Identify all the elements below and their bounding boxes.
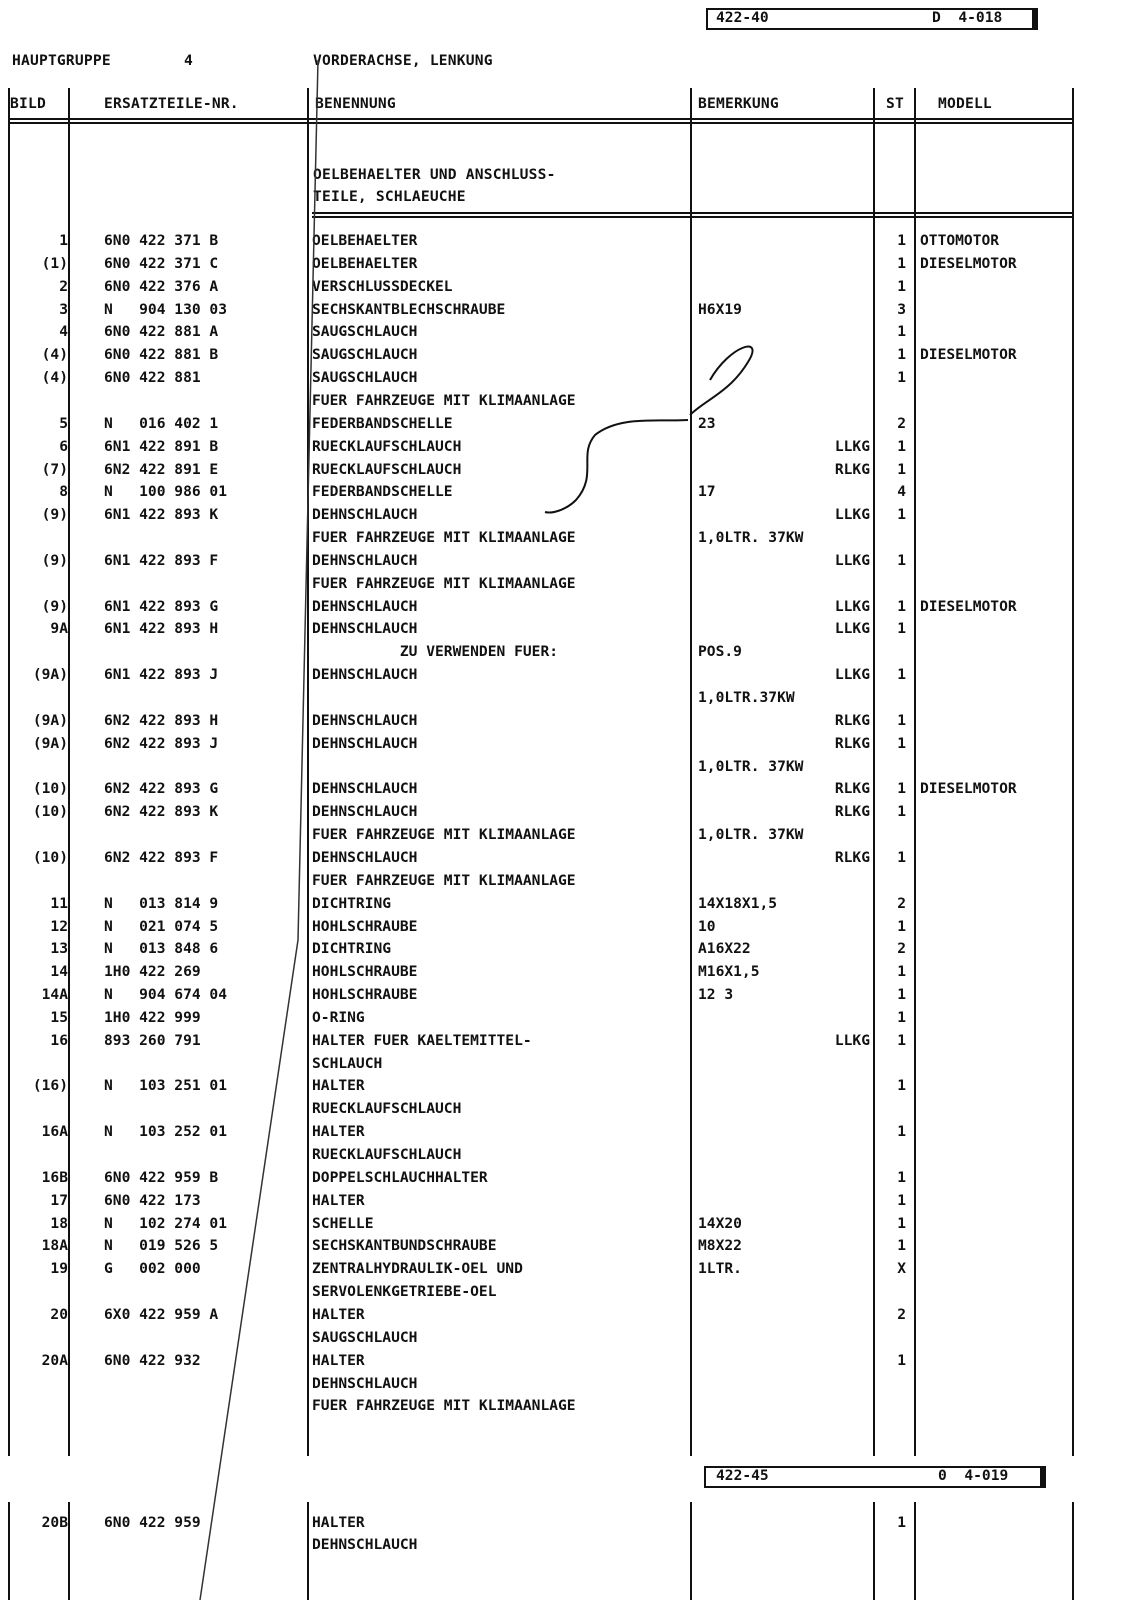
row-lage: LLKG <box>834 597 870 615</box>
row-benennung: SAUGSCHLAUCH <box>312 323 418 341</box>
row-bild: 18 <box>50 1214 68 1232</box>
row-part-number: 6N2 422 893 J <box>104 734 219 752</box>
row-lage: LLKG <box>834 551 870 569</box>
section-title-line1: OELBEHAELTER UND ANSCHLUSS- <box>313 166 556 183</box>
row-part-number: 6N0 422 959 B <box>104 1168 219 1186</box>
row-quantity: 1 <box>897 597 906 615</box>
row-part-number: 6N1 422 893 F <box>104 551 219 569</box>
row-bild: 20 <box>50 1305 68 1323</box>
row-bild: 8 <box>59 483 68 501</box>
row-benennung: SECHSKANTBLECHSCHRAUBE <box>312 300 506 318</box>
row-benennung: DEHNSCHLAUCH <box>312 506 418 524</box>
row-benennung: RUECKLAUFSCHLAUCH <box>312 1146 462 1163</box>
row-bemerkung: 17 <box>698 483 716 501</box>
row-bild: 13 <box>50 940 68 958</box>
row-bemerkung: 12 3 <box>698 986 734 1004</box>
row-bemerkung: 1,0LTR. 37KW <box>698 757 804 775</box>
row-quantity: 3 <box>897 300 906 318</box>
row-quantity: 1 <box>897 780 906 798</box>
row-benennung: DEHNSCHLAUCH <box>312 597 418 615</box>
row-benennung: ZU VERWENDEN FUER: <box>312 643 559 661</box>
row-benennung: DICHTRING <box>312 894 392 912</box>
row-part-number: N 102 274 01 <box>104 1214 228 1232</box>
row-benennung: SAUGSCHLAUCH <box>312 346 418 364</box>
row-lage: LLKG <box>834 620 870 638</box>
row-part-number: 6N1 422 893 G <box>104 597 219 615</box>
row-quantity: 2 <box>897 940 906 958</box>
row-part-number: N 103 251 01 <box>104 1077 228 1095</box>
row-modell: OTTOMOTOR <box>920 232 1000 249</box>
row-lage: RLKG <box>834 711 870 729</box>
row-bild: 9A <box>50 620 68 638</box>
col-header-bild: BILD <box>10 95 46 112</box>
row-bild: (9) <box>41 597 68 615</box>
row-part-number: N 904 130 03 <box>104 300 228 318</box>
row-benennung: FUER FAHRZEUGE MIT KLIMAANLAGE <box>312 391 576 409</box>
row-modell: DIESELMOTOR <box>920 254 1017 272</box>
row-bild: (4) <box>41 346 68 364</box>
row-bild: (16) <box>32 1077 68 1095</box>
col-header-nr: ERSATZTEILE-NR. <box>104 95 239 112</box>
row-benennung: DEHNSCHLAUCH <box>312 780 418 798</box>
row-part-number: 6N2 422 893 K <box>104 803 219 821</box>
row-benennung: HOHLSCHRAUBE <box>312 986 418 1004</box>
row-lage: RLKG <box>834 780 870 798</box>
row-benennung: HOHLSCHRAUBE <box>312 963 418 981</box>
row-part-number: G 002 000 <box>104 1260 201 1278</box>
row-bemerkung: A16X22 <box>698 940 751 958</box>
row-benennung: SCHELLE <box>312 1214 374 1232</box>
row-quantity: 1 <box>897 803 906 821</box>
row-benennung: FEDERBANDSCHELLE <box>312 414 453 432</box>
row-benennung: DEHNSCHLAUCH <box>312 551 418 569</box>
row-bemerkung: 14X20 <box>698 1214 742 1232</box>
row-benennung: RUECKLAUFSCHLAUCH <box>312 437 462 455</box>
row-benennung: HALTER <box>312 1514 365 1531</box>
row-modell: DIESELMOTOR <box>920 597 1017 615</box>
row-bild: 16 <box>50 1031 68 1049</box>
page-number-top: D 4-018 <box>932 9 1003 26</box>
page-ref-code-top: 422-40 <box>716 9 769 26</box>
row-quantity: 1 <box>897 437 906 455</box>
row-quantity: 1 <box>897 346 906 364</box>
row-benennung: O-RING <box>312 1008 365 1026</box>
row-part-number: 893 260 791 <box>104 1031 201 1049</box>
row-bild: 19 <box>50 1260 68 1278</box>
row-bild: 20B <box>41 1514 68 1531</box>
row-benennung: DEHNSCHLAUCH <box>312 848 418 866</box>
row-part-number: N 016 402 1 <box>104 414 219 432</box>
row-bemerkung: 1,0LTR.37KW <box>698 689 795 706</box>
row-lage: LLKG <box>834 506 870 524</box>
row-benennung: OELBEHAELTER <box>312 254 418 272</box>
row-part-number: 6N1 422 891 B <box>104 437 219 455</box>
row-quantity: 1 <box>897 1168 906 1186</box>
row-bemerkung: 23 <box>698 414 716 432</box>
row-part-number: 6N1 422 893 J <box>104 666 219 684</box>
row-bild: 12 <box>50 917 68 935</box>
row-part-number: N 103 252 01 <box>104 1123 228 1141</box>
row-quantity: 1 <box>897 711 906 729</box>
row-lage: RLKG <box>834 734 870 752</box>
row-bemerkung: 1,0LTR. 37KW <box>698 826 804 844</box>
row-bild: 17 <box>50 1191 68 1209</box>
row-bild: 14 <box>50 963 68 981</box>
row-quantity: 1 <box>897 1008 906 1026</box>
row-benennung: HALTER <box>312 1191 365 1209</box>
row-bemerkung: POS.9 <box>698 643 742 661</box>
row-bild: 4 <box>59 323 68 341</box>
row-bild: (9A) <box>32 711 68 729</box>
row-bild: 14A <box>41 986 68 1004</box>
row-benennung: DOPPELSCHLAUCHHALTER <box>312 1168 488 1186</box>
row-quantity: 1 <box>897 917 906 935</box>
row-part-number: 6N2 422 893 H <box>104 711 219 729</box>
row-quantity: 1 <box>897 232 906 249</box>
row-bild: (9A) <box>32 734 68 752</box>
row-part-number: 6N0 422 932 <box>104 1351 201 1369</box>
row-quantity: 1 <box>897 620 906 638</box>
row-lage: LLKG <box>834 437 870 455</box>
row-benennung: FUER FAHRZEUGE MIT KLIMAANLAGE <box>312 574 576 592</box>
row-benennung: HALTER FUER KAELTEMITTEL- <box>312 1031 532 1049</box>
row-benennung: HALTER <box>312 1351 365 1369</box>
row-benennung: SECHSKANTBUNDSCHRAUBE <box>312 1237 497 1255</box>
row-part-number: 6N0 422 173 <box>104 1191 201 1209</box>
row-benennung: FUER FAHRZEUGE MIT KLIMAANLAGE <box>312 1397 576 1415</box>
row-bild: 16A <box>41 1123 68 1141</box>
row-modell: DIESELMOTOR <box>920 780 1017 798</box>
row-bild: 11 <box>50 894 68 912</box>
row-benennung: ZENTRALHYDRAULIK-OEL UND <box>312 1260 523 1278</box>
col-header-bemerkung: BEMERKUNG <box>698 95 779 112</box>
row-bild: (10) <box>32 803 68 821</box>
row-lage: LLKG <box>834 666 870 684</box>
row-bild: 5 <box>59 414 68 432</box>
row-benennung: FUER FAHRZEUGE MIT KLIMAANLAGE <box>312 529 576 547</box>
row-lage: LLKG <box>834 1031 870 1049</box>
row-benennung: DICHTRING <box>312 940 392 958</box>
row-bild: (9) <box>41 551 68 569</box>
row-quantity: 1 <box>897 551 906 569</box>
row-benennung: HALTER <box>312 1305 365 1323</box>
col-header-modell: MODELL <box>938 95 992 112</box>
row-quantity: 1 <box>897 1514 906 1531</box>
row-quantity: 1 <box>897 1077 906 1095</box>
row-part-number: N 904 674 04 <box>104 986 228 1004</box>
row-quantity: 1 <box>897 369 906 387</box>
page-ref-code-bottom: 422-45 <box>716 1467 769 1484</box>
row-benennung: FUER FAHRZEUGE MIT KLIMAANLAGE <box>312 871 576 889</box>
row-part-number: 6N0 422 959 <box>104 1514 201 1531</box>
row-quantity: 4 <box>897 483 906 501</box>
hauptgruppe-title: VORDERACHSE, LENKUNG <box>313 52 493 69</box>
row-quantity: X <box>897 1260 906 1278</box>
row-quantity: 1 <box>897 460 906 478</box>
row-quantity: 1 <box>897 1123 906 1141</box>
row-quantity: 1 <box>897 734 906 752</box>
row-bild: 3 <box>59 300 68 318</box>
hauptgruppe-number: 4 <box>184 52 193 69</box>
row-bild: (9) <box>41 506 68 524</box>
row-bild: 1 <box>59 232 68 249</box>
row-bild: 6 <box>59 437 68 455</box>
row-benennung: RUECKLAUFSCHLAUCH <box>312 460 462 478</box>
row-bild: 15 <box>50 1008 68 1026</box>
row-benennung: VERSCHLUSSDECKEL <box>312 277 453 295</box>
row-benennung: DEHNSCHLAUCH <box>312 711 418 729</box>
hauptgruppe-label: HAUPTGRUPPE <box>12 52 111 69</box>
row-bemerkung: 14X18X1,5 <box>698 894 778 912</box>
row-bemerkung: 1,0LTR. 37KW <box>698 529 804 547</box>
row-bild: (7) <box>41 460 68 478</box>
row-benennung: RUECKLAUFSCHLAUCH <box>312 1100 462 1118</box>
row-bemerkung: M16X1,5 <box>698 963 760 981</box>
row-part-number: N 021 074 5 <box>104 917 219 935</box>
row-lage: RLKG <box>834 460 870 478</box>
row-part-number: N 013 848 6 <box>104 940 219 958</box>
row-bemerkung: H6X19 <box>698 300 742 318</box>
row-quantity: 1 <box>897 1237 906 1255</box>
row-bemerkung: 1LTR. <box>698 1260 742 1278</box>
row-part-number: 6X0 422 959 A <box>104 1305 219 1323</box>
row-quantity: 1 <box>897 666 906 684</box>
row-bild: (4) <box>41 369 68 387</box>
row-quantity: 1 <box>897 1351 906 1369</box>
row-benennung: HALTER <box>312 1123 365 1141</box>
row-part-number: 6N1 422 893 H <box>104 620 219 638</box>
row-bild: 16B <box>41 1168 68 1186</box>
row-benennung: DEHNSCHLAUCH <box>312 620 418 638</box>
row-quantity: 1 <box>897 1214 906 1232</box>
row-benennung: DEHNSCHLAUCH <box>312 1536 418 1553</box>
row-quantity: 1 <box>897 506 906 524</box>
row-part-number: 6N0 422 371 B <box>104 232 219 249</box>
row-bemerkung: M8X22 <box>698 1237 742 1255</box>
row-part-number: 6N2 422 891 E <box>104 460 219 478</box>
row-bild: (9A) <box>32 666 68 684</box>
row-modell: DIESELMOTOR <box>920 346 1017 364</box>
row-part-number: 6N0 422 881 A <box>104 323 219 341</box>
row-benennung: DEHNSCHLAUCH <box>312 666 418 684</box>
row-benennung: DEHNSCHLAUCH <box>312 1374 418 1392</box>
row-quantity: 2 <box>897 1305 906 1323</box>
row-part-number: 6N2 422 893 G <box>104 780 219 798</box>
row-bemerkung: 10 <box>698 917 716 935</box>
row-benennung: DEHNSCHLAUCH <box>312 803 418 821</box>
row-part-number: N 100 986 01 <box>104 483 228 501</box>
row-bild: 2 <box>59 277 68 295</box>
row-part-number: 6N1 422 893 K <box>104 506 219 524</box>
row-bild: 18A <box>41 1237 68 1255</box>
row-benennung: SAUGSCHLAUCH <box>312 369 418 387</box>
row-benennung: SCHLAUCH <box>312 1054 383 1072</box>
row-benennung: DEHNSCHLAUCH <box>312 734 418 752</box>
row-benennung: FUER FAHRZEUGE MIT KLIMAANLAGE <box>312 826 576 844</box>
row-bild: (10) <box>32 848 68 866</box>
row-bild: (10) <box>32 780 68 798</box>
row-benennung: SAUGSCHLAUCH <box>312 1328 418 1346</box>
row-part-number: 6N0 422 881 B <box>104 346 219 364</box>
section-title-line2: TEILE, SCHLAEUCHE <box>313 188 466 205</box>
row-benennung: HALTER <box>312 1077 365 1095</box>
row-part-number: 6N0 422 376 A <box>104 277 219 295</box>
row-lage: RLKG <box>834 848 870 866</box>
row-benennung: HOHLSCHRAUBE <box>312 917 418 935</box>
row-benennung: OELBEHAELTER <box>312 232 418 249</box>
row-part-number: 1H0 422 269 <box>104 963 201 981</box>
row-quantity: 1 <box>897 848 906 866</box>
row-quantity: 1 <box>897 1031 906 1049</box>
row-benennung: SERVOLENKGETRIEBE-OEL <box>312 1283 497 1301</box>
row-part-number: 6N0 422 881 <box>104 369 201 387</box>
row-part-number: 6N0 422 371 C <box>104 254 219 272</box>
row-quantity: 1 <box>897 963 906 981</box>
row-quantity: 1 <box>897 1191 906 1209</box>
row-quantity: 1 <box>897 323 906 341</box>
row-quantity: 1 <box>897 986 906 1004</box>
row-bild: (1) <box>41 254 68 272</box>
row-benennung: FEDERBANDSCHELLE <box>312 483 453 501</box>
row-quantity: 2 <box>897 414 906 432</box>
row-quantity: 1 <box>897 254 906 272</box>
row-lage: RLKG <box>834 803 870 821</box>
row-part-number: N 013 814 9 <box>104 894 219 912</box>
col-header-benennung: BENENNUNG <box>315 95 396 112</box>
row-part-number: 6N2 422 893 F <box>104 848 219 866</box>
col-header-st: ST <box>886 95 904 112</box>
row-bild: 20A <box>41 1351 68 1369</box>
row-part-number: 1H0 422 999 <box>104 1008 201 1026</box>
row-quantity: 2 <box>897 894 906 912</box>
page-number-bottom: 0 4-019 <box>938 1467 1009 1484</box>
row-quantity: 1 <box>897 277 906 295</box>
row-part-number: N 019 526 5 <box>104 1237 219 1255</box>
